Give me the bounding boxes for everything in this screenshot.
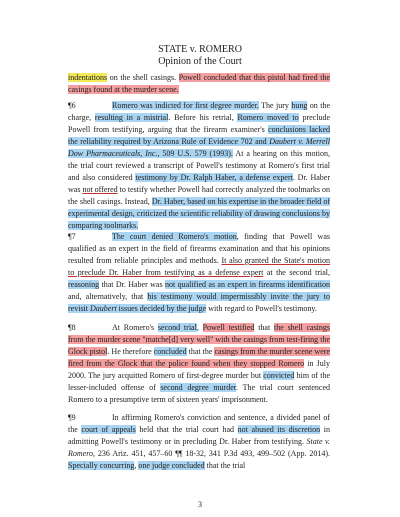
page-header xyxy=(0,44,400,68)
case-caption: STATE v. ROMERO xyxy=(158,44,242,55)
paragraph-number: ¶6 xyxy=(68,101,76,110)
highlight-yellow: indentations xyxy=(68,73,108,82)
page-number: 3 xyxy=(198,500,202,509)
opinion-subtitle: Opinion of the Court xyxy=(158,56,242,67)
paragraph-number: ¶9 xyxy=(68,413,76,422)
paragraph-6: ¶6 Romero was indicted for first degree murder. The jury hung on the charge, resulting in a mistrial. Before his retrial, Romero moved to preclude Powell from testifying, arguing that the firearm examiner's conclusions lacked the reliability required by Arizona Rule of Evidence 702 and Daubert v. Merrell Dow Pharmaceuticals, Inc., 509 U.S. 579 (1993). At a hearing on this motion, the trial court reviewed a transcript of Powell's testimony at Romero's first trial and also considered testimony by Dr. Ralph Haber, a defense expert. Dr. Haber was not offered to testify whether Powell had correctly analyzed the toolmarks on the shell casings. Instead, Dr. Haber, based on his expertise in the broader field of experimental design, criticized the scientific reliability of drawing conclusions by comparing toolmarks. xyxy=(68,101,331,230)
paragraph-7: ¶7 The court denied Romero's motion, finding that Powell was qualified as an expert in the field of firearms examination and that his opinions resulted from reliable principles and methods. It also granted the State's motion to preclude Dr. Haber from testifying as a defense expert at the second trial, reasoning that Dr. Haber was not qualified as an expert in firearms identification and, alternatively, that his testimony would impermissibly invite the jury to revisit Daubert issues decided by the judge with regard to Powell's testimony. xyxy=(68,232,331,313)
paragraph-continued: indentations on the shell casings. Powell concluded that this pistol had fired the casings found at the murder scene. xyxy=(68,73,331,94)
paragraph-number: ¶7 xyxy=(68,232,76,241)
paragraph-9: ¶9 In affirming Romero's conviction and sentence, a divided panel of the court of appeals held that the trial court had not abused its discretion in admitting Powell's testimony or in precluding Dr. Haber from testifying. State v. Romero, 236 Ariz. 451, 457–60 ¶¶ 18-32, 341 P.3d 493, 499–502 (App. 2014). Specially concurring, one judge concluded that the trial xyxy=(68,413,331,470)
paragraph-8: ¶8 At Romero's second trial, Powell testified that the shell casings from the murder scene "matche[d] very well" with the casings from test-firing the Glock pistol. He therefore concluded that the casings from the murder scene were fired from the Glock that the police found when they stopped Romero in July 2000. The jury acquitted Romero of first-degree murder but convicted him of the lesser-included offense of second degree murder. The trial court sentenced Romero to a presumptive term of sixteen years' imprisonment. xyxy=(68,323,331,404)
paragraph-number: ¶8 xyxy=(68,323,76,332)
highlight-red: Powell concluded that this pistol had fired the casings found at the murder scene. xyxy=(68,73,331,94)
